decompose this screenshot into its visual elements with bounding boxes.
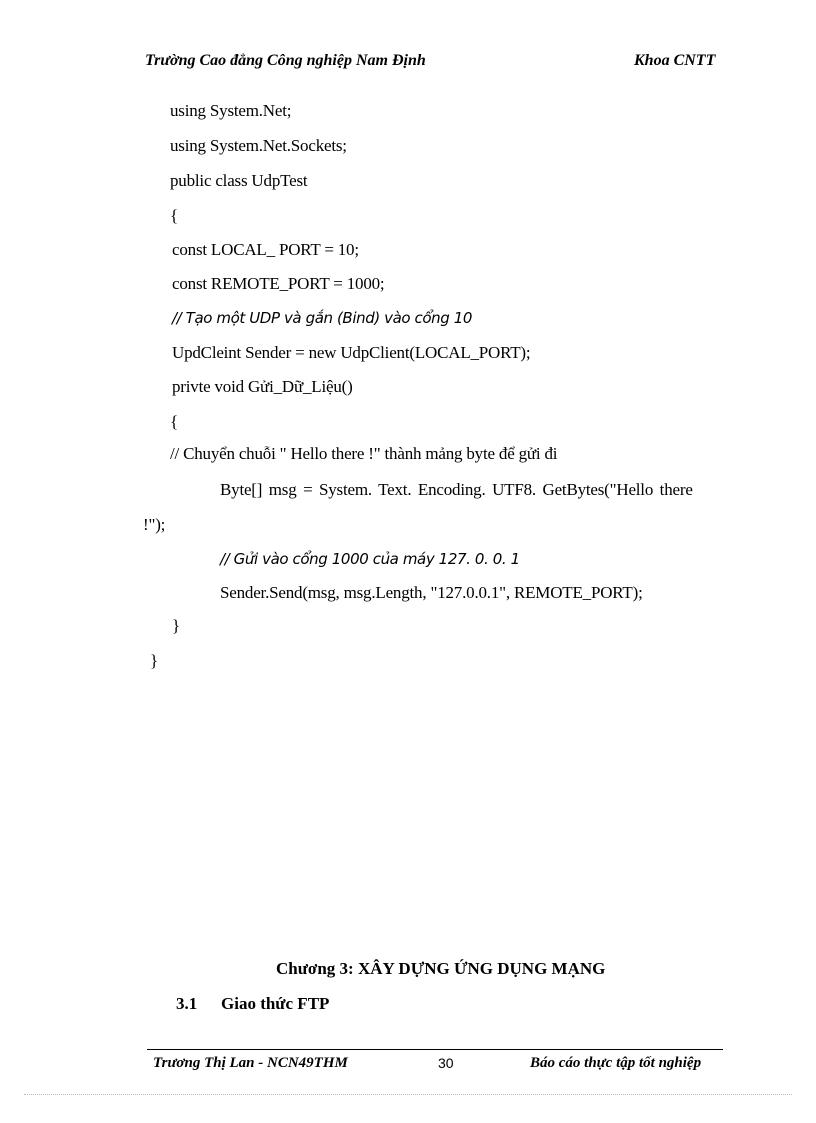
code-line: privte void Gửi_Dữ_Liệu()	[172, 377, 353, 396]
header-department: Khoa CNTT	[634, 52, 716, 69]
code-line: !");	[143, 515, 166, 534]
code-line: }	[172, 616, 180, 635]
code-line: const REMOTE_PORT = 1000;	[172, 274, 385, 293]
page-number: 30	[438, 1055, 454, 1071]
code-line: public class UdpTest	[170, 171, 308, 190]
code-comment: // Gửi vào cổng 1000 của máy 127. 0. 0. 1	[220, 550, 520, 568]
section-number: 3.1	[176, 994, 198, 1013]
code-line: {	[170, 206, 178, 225]
code-line: }	[150, 651, 158, 670]
code-comment: // Tạo một UDP và gắn (Bind) vào cổng 10	[172, 309, 473, 327]
section-title: Giao thức FTP	[221, 994, 330, 1013]
code-comment: // Chuyển chuỗi " Hello there !" thành mảng byte để gửi đi	[170, 444, 558, 463]
code-line: UpdCleint Sender = new UdpClient(LOCAL_PORT);	[172, 343, 531, 362]
code-line: Sender.Send(msg, msg.Length, "127.0.0.1", REMOTE_PORT);	[220, 583, 643, 602]
page-edge-divider	[24, 1094, 792, 1095]
code-line: Byte[] msg = System. Text. Encoding. UTF8. GetBytes("Hello there	[220, 480, 693, 499]
code-line: {	[170, 412, 178, 431]
footer-author: Trương Thị Lan - NCN49THM	[153, 1055, 348, 1071]
code-line: using System.Net;	[170, 101, 292, 120]
chapter-title: Chương 3: XÂY DỰNG ỨNG DỤNG MẠNG	[276, 959, 606, 978]
footer-report-title: Báo cáo thực tập tốt nghiệp	[530, 1055, 702, 1071]
code-line: using System.Net.Sockets;	[170, 136, 347, 155]
code-line: const LOCAL_ PORT = 10;	[172, 240, 359, 259]
header-school-name: Trường Cao đẳng Công nghiệp Nam Định	[145, 52, 426, 69]
footer-divider	[147, 1049, 723, 1050]
